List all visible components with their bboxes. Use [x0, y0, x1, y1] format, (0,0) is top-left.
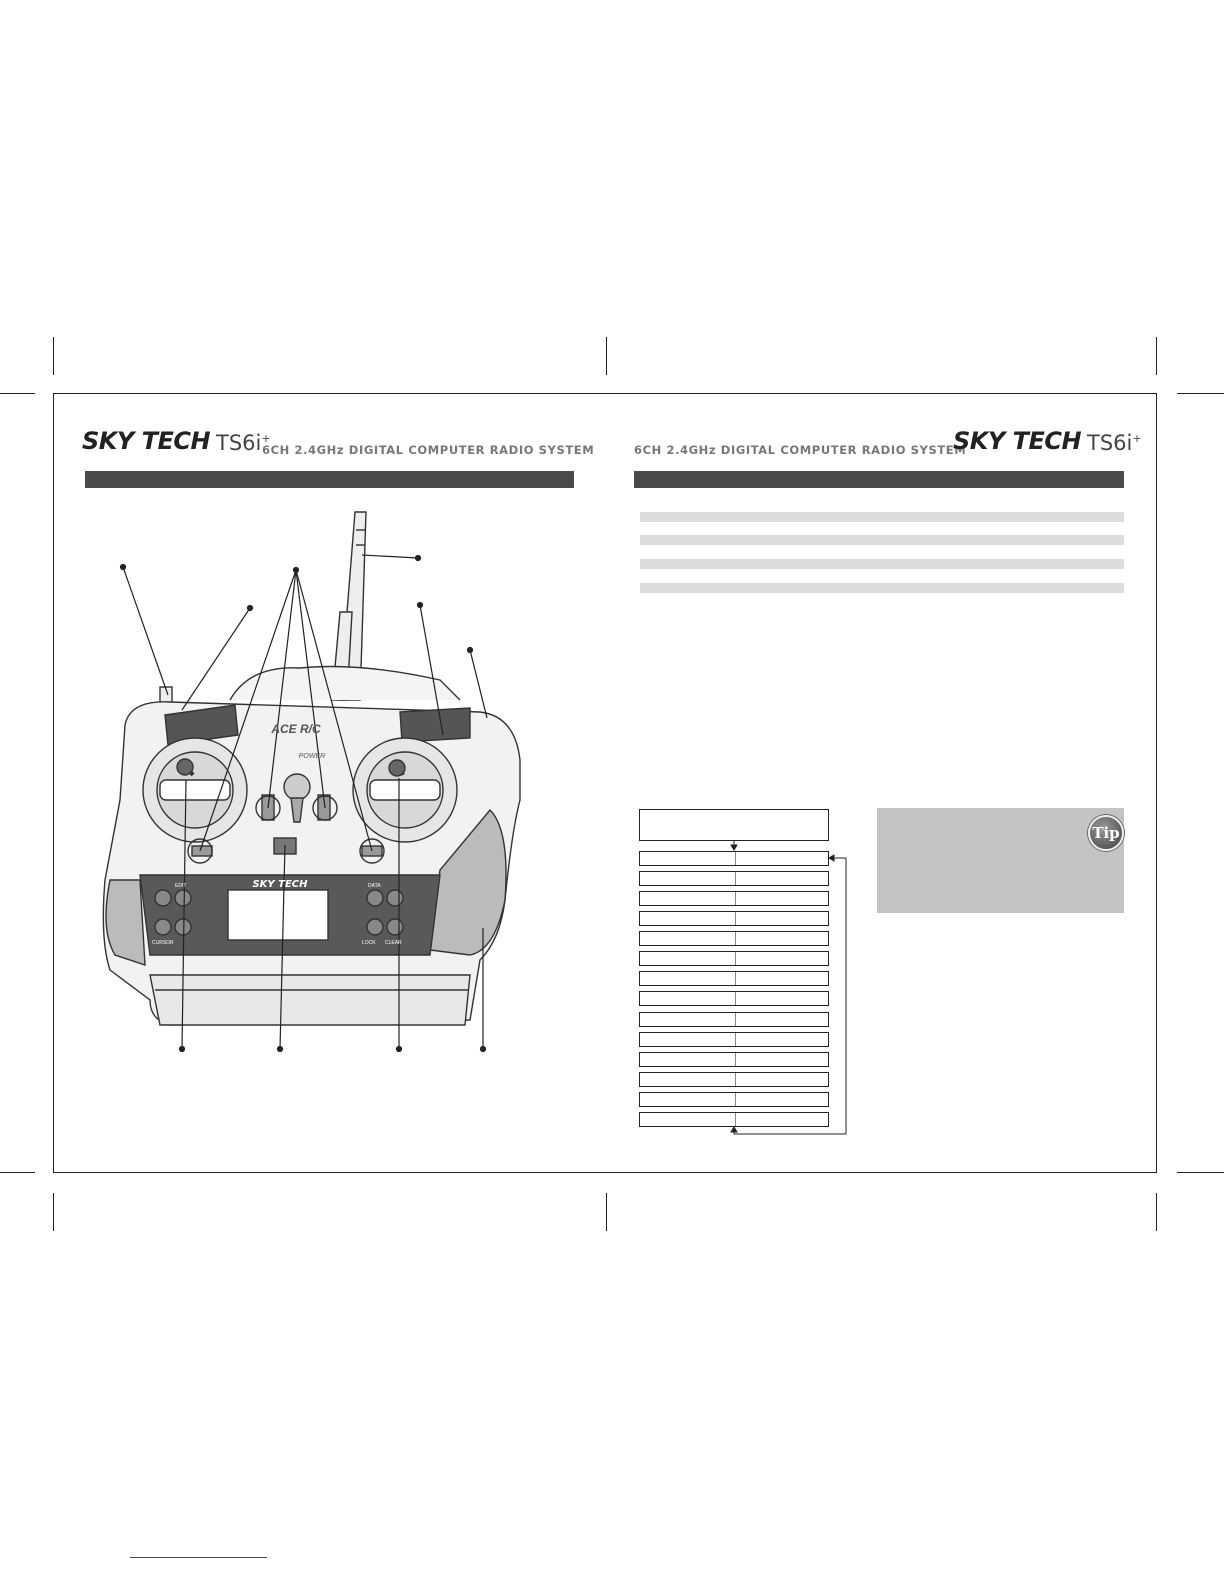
- content-band: [640, 512, 1124, 522]
- flow-step: [639, 951, 829, 966]
- button-label-data: DATA: [368, 883, 381, 889]
- button-label-cursor: CURSOR: [152, 940, 174, 946]
- subtitle-left: 6CH 2.4GHz DIGITAL COMPUTER RADIO SYSTEM: [262, 443, 595, 457]
- flow-step: [639, 971, 829, 986]
- flow-step: [639, 931, 829, 946]
- panel-brand: SKY TECH: [252, 879, 308, 890]
- content-band: [640, 535, 1124, 545]
- crop-mark: [53, 1193, 54, 1231]
- crop-mark: [1177, 1172, 1224, 1173]
- section-header-bar-left: [85, 471, 574, 488]
- button-label-edit: EDIT: [175, 883, 187, 889]
- subtitle-right: 6CH 2.4GHz DIGITAL COMPUTER RADIO SYSTEM: [634, 443, 967, 457]
- tip-icon: [1088, 815, 1124, 851]
- power-label: POWER: [298, 753, 326, 760]
- footer-link-underline[interactable]: [130, 1557, 267, 1558]
- crop-mark: [1156, 1193, 1157, 1231]
- content-band: [640, 559, 1124, 569]
- crop-mark: [606, 1193, 607, 1231]
- model-sup: +: [261, 432, 271, 445]
- badge-acerc: ACE R/C: [271, 722, 321, 736]
- model-name-right: [1087, 431, 1142, 455]
- flow-step: [639, 871, 829, 886]
- flow-step: [639, 891, 829, 906]
- flow-step: [639, 1012, 829, 1027]
- brand-logo-left: SKY TECH: [82, 427, 211, 455]
- flow-step: [639, 1092, 829, 1107]
- tip-box: [877, 808, 1124, 913]
- section-header-bar-right: [634, 471, 1124, 488]
- flow-step: [639, 1072, 829, 1087]
- crop-mark: [606, 337, 607, 375]
- crop-mark: [0, 393, 35, 394]
- transmitter-illustration: [85, 495, 585, 1065]
- flow-step: [639, 1032, 829, 1047]
- model-text: TS6i: [216, 431, 262, 455]
- flow-step: [639, 1112, 829, 1127]
- flow-step: [639, 911, 829, 926]
- model-sup: +: [1132, 432, 1142, 445]
- content-band: [640, 583, 1124, 593]
- crop-mark: [53, 337, 54, 375]
- brand-logo-right: SKY TECH: [953, 427, 1082, 455]
- flow-step: [639, 1052, 829, 1067]
- flowchart-start-box: [639, 809, 829, 841]
- button-label-lock: LOCK: [362, 940, 376, 946]
- crop-mark: [1177, 393, 1224, 394]
- flow-step: [639, 991, 829, 1006]
- tip-icon-label: Tip: [1092, 824, 1120, 842]
- crop-mark: [1156, 337, 1157, 375]
- crop-mark: [0, 1172, 35, 1173]
- model-text: TS6i: [1087, 431, 1133, 455]
- button-label-clear: CLEAR: [385, 940, 402, 946]
- flow-step: [639, 851, 829, 866]
